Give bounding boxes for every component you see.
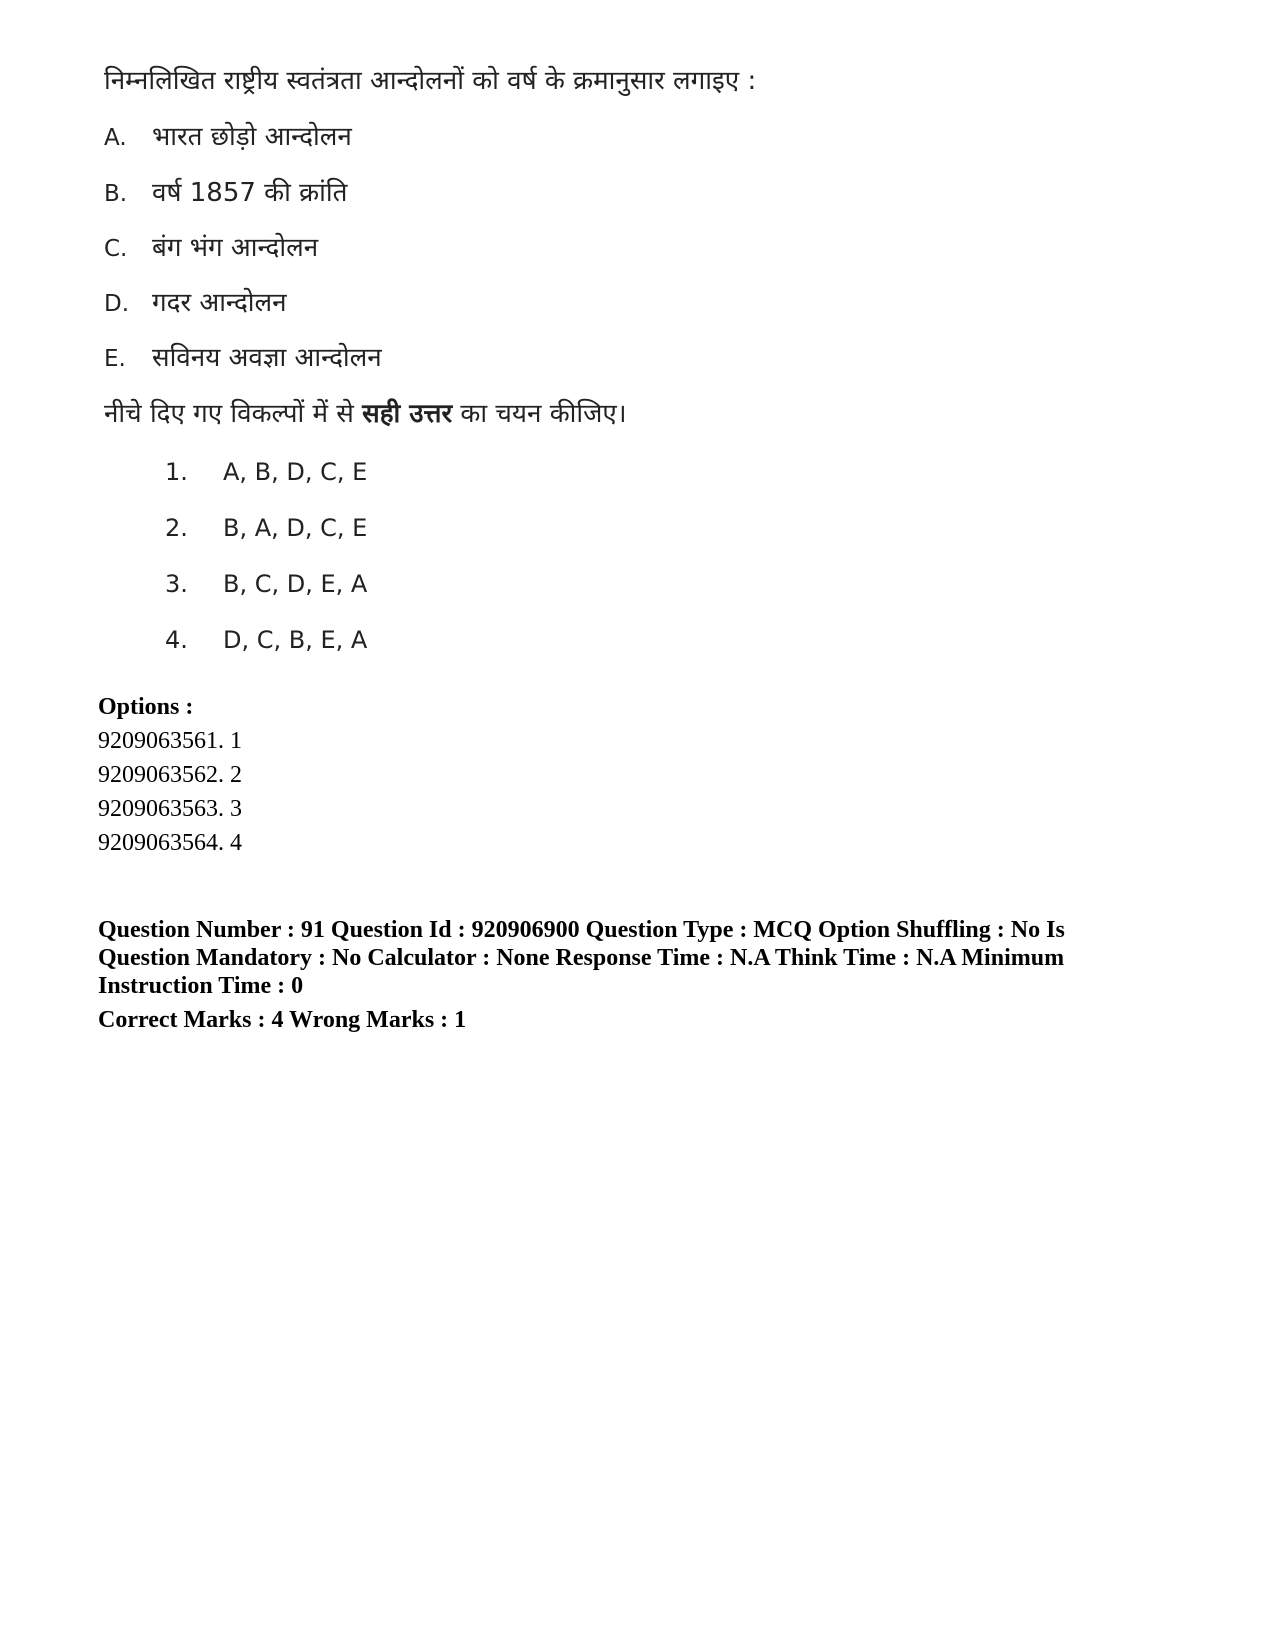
options-heading: Options : (98, 694, 194, 720)
list-item (104, 120, 352, 155)
meta-line-2: Question Mandatory : No Calculator : None Response Time : N.A Think Time : N.A Minimum (98, 945, 1065, 971)
instruction-bold: सही उत्तर (362, 399, 453, 429)
item-letter: A. (104, 125, 127, 151)
marks-line: Correct Marks : 4 Wrong Marks : 1 (98, 1007, 467, 1033)
item-letter: C. (104, 236, 128, 262)
choice-text: B, A, D, C, E (223, 514, 368, 542)
item-text: सविनय अवज्ञा आन्दोलन (152, 343, 382, 373)
choice-number: 3. (165, 570, 188, 598)
option-entry: 9209063563. 3 (98, 796, 242, 822)
instruction-line (104, 397, 627, 431)
meta-line-3: Instruction Time : 0 (98, 973, 304, 999)
item-text: वर्ष 1857 की क्रांति (152, 178, 348, 208)
option-entry: 9209063561. 1 (98, 728, 242, 754)
choice-text: B, C, D, E, A (223, 570, 368, 598)
choice-number: 4. (165, 626, 188, 654)
choice-number: 1. (165, 458, 188, 486)
item-letter: B. (104, 181, 128, 207)
item-text: गदर आन्दोलन (152, 288, 287, 318)
choice-text: D, C, B, E, A (223, 626, 368, 654)
list-item (104, 341, 382, 376)
item-letter: E. (104, 346, 126, 372)
item-text: भारत छोड़ो आन्दोलन (152, 122, 352, 152)
item-letter: D. (104, 291, 130, 317)
answer-choice (165, 624, 367, 656)
list-item (104, 176, 347, 211)
choice-number: 2. (165, 514, 188, 542)
answer-choice (165, 456, 367, 488)
list-item (104, 231, 318, 266)
answer-choice (165, 512, 367, 544)
instruction-after: का चयन कीजिए। (452, 399, 627, 429)
question-meta (98, 916, 1178, 1034)
option-entry: 9209063562. 2 (98, 762, 242, 788)
choice-text: A, B, D, C, E (223, 458, 368, 486)
meta-line-1: Question Number : 91 Question Id : 920906900 Question Type : MCQ Option Shuffling : No Is (98, 917, 1065, 943)
answer-choice (165, 568, 367, 600)
instruction-before: नीचे दिए गए विकल्पों में से (104, 399, 363, 429)
option-entry: 9209063564. 4 (98, 830, 242, 856)
list-item (104, 286, 287, 321)
question-prompt: निम्नलिखित राष्ट्रीय स्वतंत्रता आन्दोलनों को वर्ष के क्रमानुसार लगाइए : (104, 66, 757, 96)
item-text: बंग भंग आन्दोलन (152, 233, 319, 263)
